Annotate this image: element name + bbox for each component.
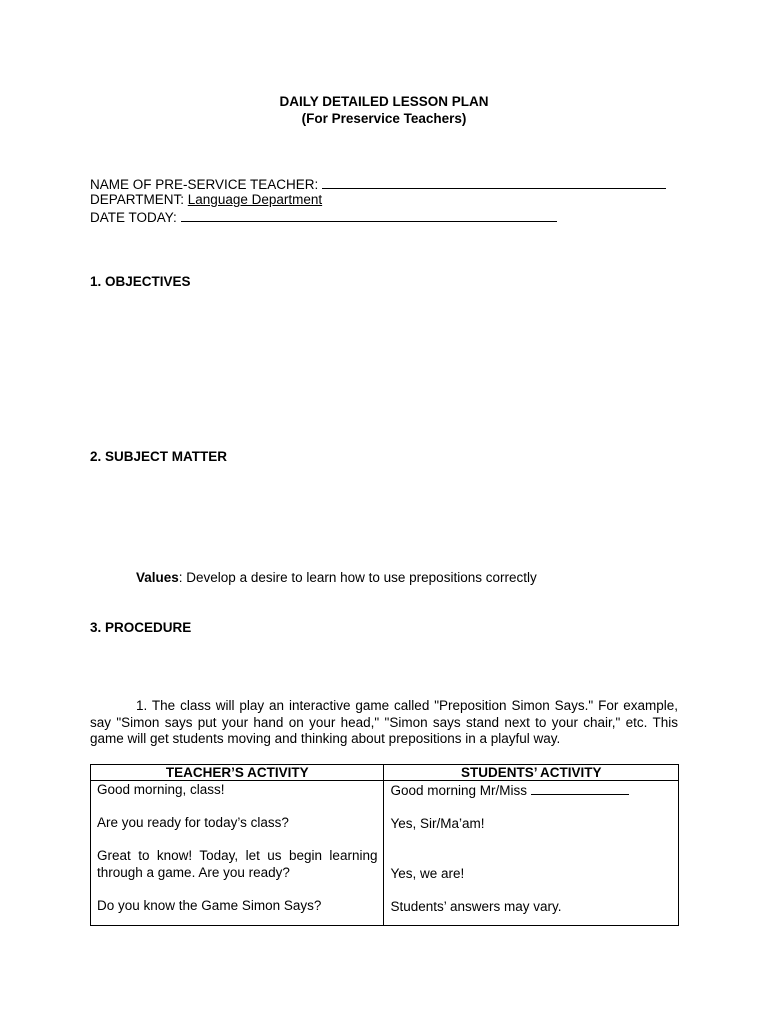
values-text: : Develop a desire to learn how to use prepositions correctly xyxy=(178,570,537,585)
procedure-heading: 3. PROCEDURE xyxy=(90,620,192,635)
subject-matter-heading: 2. SUBJECT MATTER xyxy=(90,449,228,464)
date-line xyxy=(90,208,557,226)
objectives-heading: 1. OBJECTIVES xyxy=(90,274,191,289)
student-line-greeting xyxy=(390,782,672,800)
teacher-line-greeting: Good morning, class! xyxy=(97,782,225,797)
teacher-line-ready: Are you ready for today’s class? xyxy=(97,815,289,830)
students-activity-cell xyxy=(384,781,679,926)
teacher-line-game-intro: Great to know! Today, let us begin learning through a game. Are you ready? xyxy=(97,848,378,880)
teacher-line-simon-says: Do you know the Game Simon Says? xyxy=(97,897,322,913)
student-greeting-text: Good morning Mr/Miss xyxy=(390,783,528,798)
student-line-we-are: Yes, we are! xyxy=(390,865,465,881)
teacher-name-blank xyxy=(322,175,666,189)
date-blank xyxy=(181,208,557,222)
date-label: DATE TODAY: xyxy=(90,210,177,225)
students-activity-header: STUDENTS’ ACTIVITY xyxy=(384,765,679,781)
department-line xyxy=(90,191,322,208)
student-line-answers: Students’ answers may vary. xyxy=(390,898,562,914)
teacher-name-label: NAME OF PRE-SERVICE TEACHER: xyxy=(90,177,319,192)
document-subtitle: (For Preservice Teachers) xyxy=(301,111,467,126)
teacher-activity-cell xyxy=(91,781,384,926)
procedure-step-1: 1. The class will play an interactive game called "Preposition Simon Says." For example, say "Simon says put your hand on your head," "Simon says stand next to your chair," etc. This game will get students moving and thinking about prepositions in a playful way. xyxy=(90,698,678,746)
student-line-ready: Yes, Sir/Ma’am! xyxy=(390,816,485,831)
values-label: Values xyxy=(136,570,179,585)
department-label: DEPARTMENT: xyxy=(90,192,185,207)
department-value: Language Department xyxy=(187,192,323,207)
activity-table-row xyxy=(91,781,679,926)
student-greeting-blank xyxy=(531,782,629,795)
document-title: DAILY DETAILED LESSON PLAN xyxy=(279,94,489,109)
activity-table-header-row xyxy=(91,765,679,781)
values-line xyxy=(136,569,537,586)
activity-table xyxy=(90,764,679,926)
teacher-activity-header: TEACHER’S ACTIVITY xyxy=(91,765,384,781)
